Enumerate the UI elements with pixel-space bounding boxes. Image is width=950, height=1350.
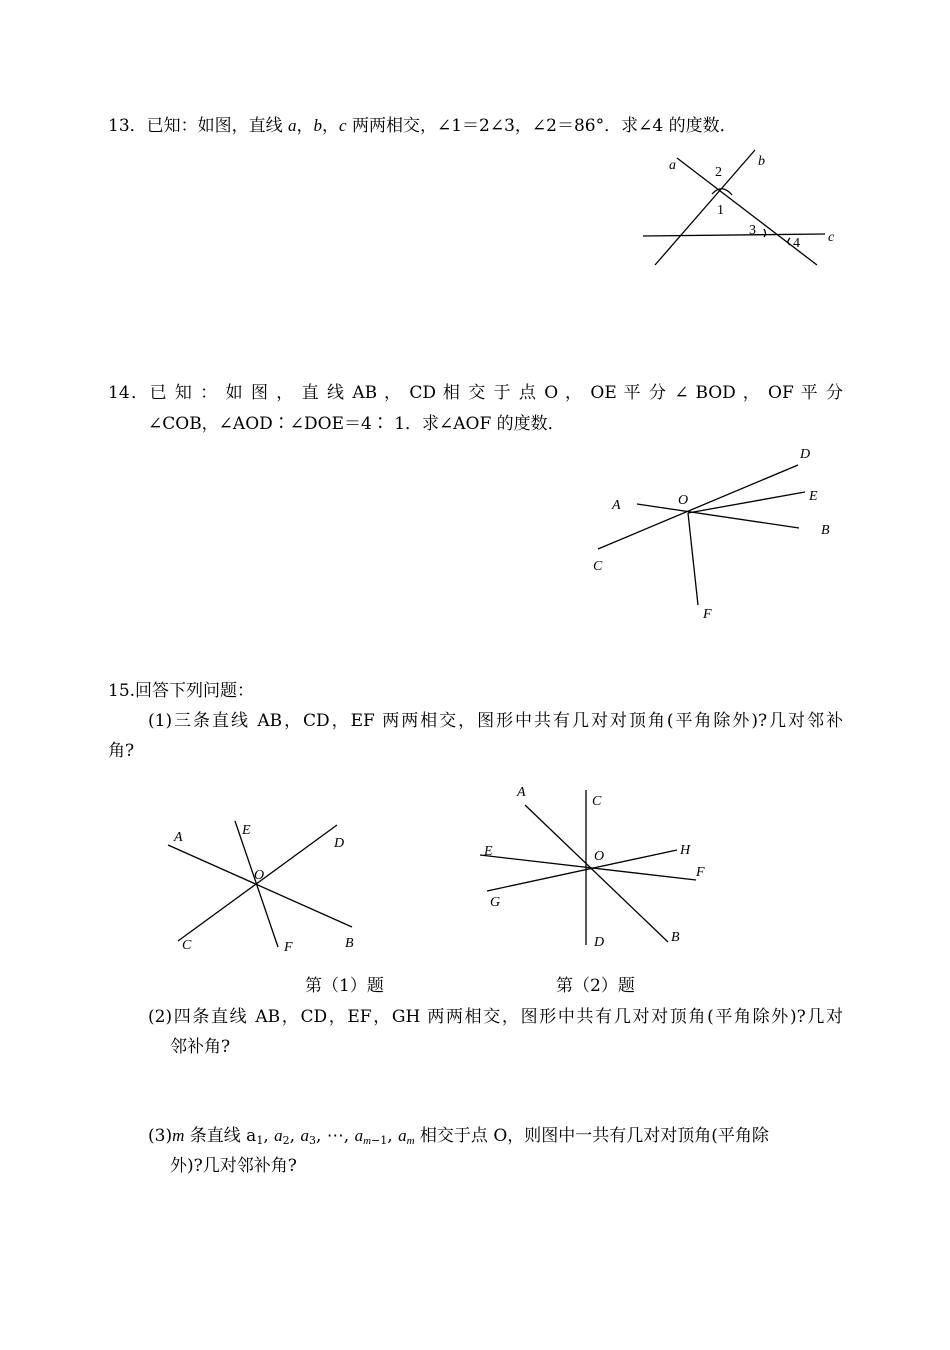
- q15-part3-rest: 相交于点 O，则图中一共有几对对顶角(平角除: [419, 1126, 769, 1146]
- label-D: D: [800, 447, 811, 462]
- line-AB: [525, 805, 668, 942]
- q15-figure1: [160, 815, 370, 960]
- q15-part2-line2: 邻补角?: [170, 1037, 231, 1057]
- label-D: D: [334, 836, 345, 851]
- label-b: b: [758, 154, 765, 169]
- q15-part3-line2: 外)?几对邻补角?: [170, 1156, 297, 1176]
- label-B: B: [345, 936, 354, 951]
- label-F: F: [696, 865, 705, 880]
- q13-text-part1: 已知：如图，直线: [146, 116, 289, 136]
- q14-line2: ∠COB，∠AOD∶∠DOE＝4∶ 1．求∠AOF 的度数．: [148, 414, 565, 434]
- label-A: A: [517, 785, 526, 800]
- q13-comma1: ，: [296, 116, 314, 136]
- label-D: D: [594, 935, 605, 950]
- label-B: B: [671, 930, 680, 945]
- q14-line1-text: 已 知 ： 如 图 ， 直 线 AB ， CD 相 交 于 点 O ， OE 平 分 ∠ BOD ， OF 平 分: [149, 383, 843, 403]
- angle-arc-3: [764, 229, 766, 237]
- label-F: F: [703, 607, 712, 622]
- q13-figure: [630, 145, 850, 270]
- label-H: H: [680, 843, 691, 858]
- q13-var-c: c: [339, 116, 347, 135]
- label-E: E: [484, 844, 493, 859]
- line-CD: [178, 825, 337, 941]
- caption-figure1: 第（1）题: [305, 976, 384, 996]
- label-O: O: [594, 849, 605, 864]
- label-angle-4: 4: [793, 236, 800, 251]
- q13-text-part2: 两两相交，∠1＝2∠3，∠2＝86°．求∠4 的度数．: [346, 116, 737, 136]
- line-GH: [487, 850, 677, 891]
- ray-OF: [688, 513, 698, 605]
- label-G: G: [490, 895, 501, 910]
- label-E: E: [242, 823, 251, 838]
- q14-line1: [108, 381, 843, 405]
- label-angle-2: 2: [715, 165, 722, 180]
- label-a: a: [669, 158, 676, 173]
- line-EF: [480, 855, 696, 880]
- label-C: C: [593, 559, 603, 574]
- q15-part2-line1: (2)四条直线 AB，CD，EF，GH 两两相交，图形中共有几对对顶角(平角除外)?几对: [148, 1007, 843, 1027]
- line-EF: [235, 821, 278, 947]
- q15-figure2: [470, 780, 720, 955]
- q15-part1-line2: 角?: [108, 741, 135, 761]
- q15-part3-line1: (3)m 条直线 $a_1$, $a_2$, $a_3$, ⋯, $a_{m-1}$, $a_m$ 相交于点 O，则图中一共有几对对顶角(平角除: [148, 1126, 769, 1147]
- line-CD: [598, 465, 798, 549]
- label-F: F: [284, 940, 293, 955]
- label-O: O: [254, 868, 265, 883]
- q13-var-a: a: [288, 116, 297, 135]
- q14-figure: [590, 440, 850, 630]
- q15-part3-prefix: (3): [148, 1126, 173, 1146]
- q13-var-b: b: [313, 116, 323, 135]
- angle-arc-4: [788, 238, 790, 245]
- label-A: A: [612, 498, 621, 513]
- label-E: E: [809, 489, 818, 504]
- q13-comma2: ，: [322, 116, 340, 136]
- q15-part3-var-m: m: [172, 1126, 185, 1145]
- label-angle-3: 3: [749, 223, 756, 238]
- label-A: A: [174, 830, 183, 845]
- q15-part3-text: 条直线 a: [184, 1126, 257, 1146]
- label-O: O: [678, 493, 689, 508]
- line-AB: [168, 845, 352, 927]
- q15-title: 15.回答下列问题：: [108, 681, 255, 701]
- caption-figure2: 第（2）题: [556, 976, 635, 996]
- q13-text: [108, 114, 737, 138]
- q14-number: 14．: [108, 383, 150, 403]
- q13-number: 13．: [108, 116, 147, 136]
- label-c: c: [828, 230, 835, 245]
- label-B: B: [821, 523, 830, 538]
- q15-part1-line1: (1)三条直线 AB，CD，EF 两两相交，图形中共有几对对顶角(平角除外)?几对邻补: [148, 711, 843, 731]
- ray-OE: [688, 492, 805, 513]
- label-angle-1: 1: [717, 203, 724, 218]
- label-C: C: [182, 938, 192, 953]
- label-C: C: [592, 794, 602, 809]
